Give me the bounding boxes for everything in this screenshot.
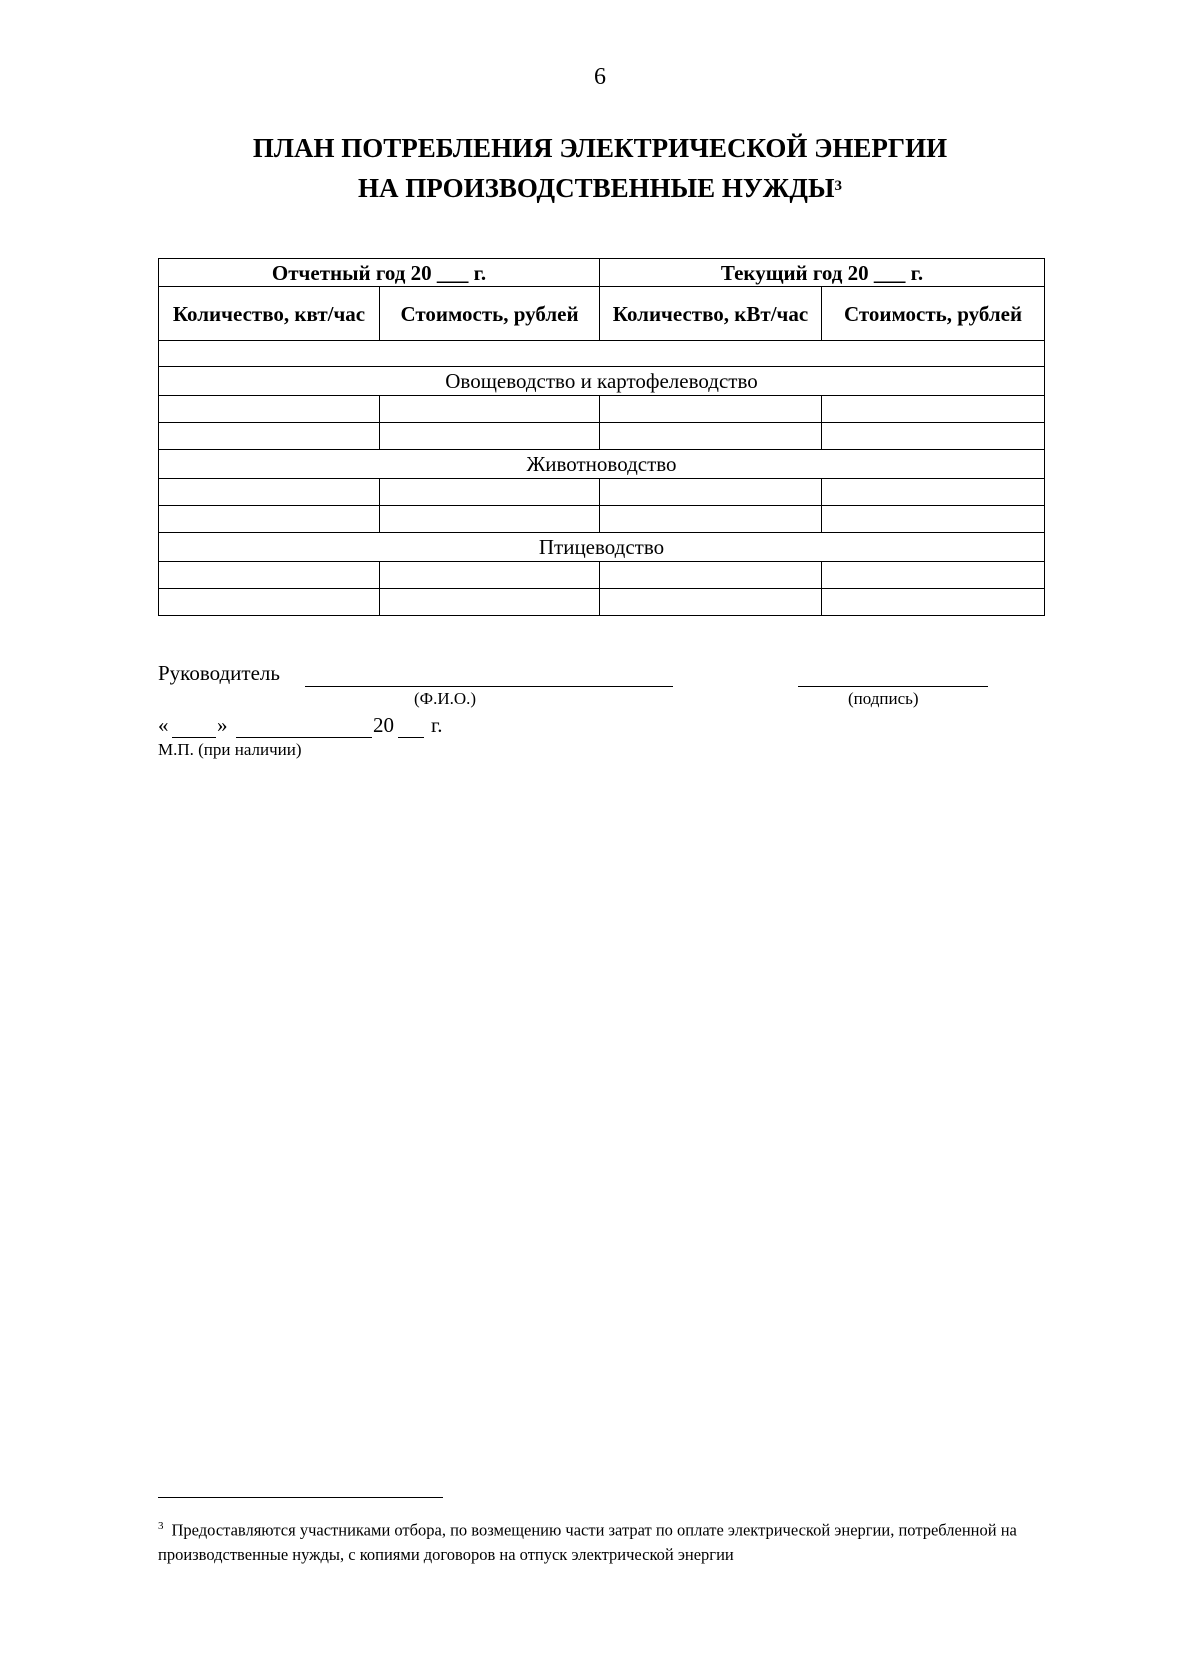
input-cell[interactable] — [600, 589, 822, 616]
table-row — [159, 396, 1045, 423]
footnote-divider — [158, 1497, 443, 1498]
input-cell[interactable] — [380, 562, 600, 589]
signature-caption: (подпись) — [848, 689, 919, 708]
input-cell[interactable] — [822, 396, 1045, 423]
input-cell[interactable] — [822, 423, 1045, 450]
page-number: 6 — [594, 64, 606, 90]
section-row — [159, 533, 1045, 562]
table-row — [159, 589, 1045, 616]
column-header-row — [159, 287, 1045, 341]
input-cell[interactable] — [822, 562, 1045, 589]
input-cell[interactable] — [380, 506, 600, 533]
input-cell[interactable] — [159, 506, 380, 533]
stamp-note: М.П. (при наличии) — [158, 740, 302, 759]
qty-current-header: Количество, кВт/час — [600, 287, 822, 341]
section-livestock: Животноводство — [159, 450, 1045, 479]
input-cell[interactable] — [159, 479, 380, 506]
input-cell[interactable] — [600, 506, 822, 533]
input-cell[interactable] — [600, 562, 822, 589]
input-cell[interactable] — [600, 479, 822, 506]
input-cell[interactable] — [822, 506, 1045, 533]
year-prefix: 20 — [373, 713, 394, 737]
date-open-quote: « — [158, 713, 169, 737]
input-cell[interactable] — [380, 589, 600, 616]
consumption-plan-table — [158, 258, 1045, 616]
cost-current-header: Стоимость, рублей — [822, 287, 1045, 341]
fio-caption: (Ф.И.О.) — [414, 689, 477, 708]
input-cell[interactable] — [159, 562, 380, 589]
table-row — [159, 479, 1045, 506]
title-line-1: ПЛАН ПОТРЕБЛЕНИЯ ЭЛЕКТРИЧЕСКОЙ ЭНЕРГИИ — [252, 133, 948, 163]
current-year-header: Текущий год 20 ___ г. — [600, 259, 1045, 287]
input-cell[interactable] — [159, 396, 380, 423]
qty-reporting-header: Количество, квт/час — [159, 287, 380, 341]
section-vegetables: Овощеводство и картофелеводство — [159, 367, 1045, 396]
document-title — [0, 128, 1200, 208]
title-footnote-mark: 3 — [834, 178, 842, 194]
day-line[interactable] — [172, 713, 216, 738]
input-cell[interactable] — [822, 479, 1045, 506]
input-cell[interactable] — [600, 423, 822, 450]
input-cell[interactable] — [380, 479, 600, 506]
input-cell[interactable] — [159, 589, 380, 616]
title-line-2-text: НА ПРОИЗВОДСТВЕННЫЕ НУЖДЫ — [358, 173, 835, 203]
year-header-row — [159, 259, 1045, 287]
title-line-2 — [0, 168, 1200, 208]
footnote — [158, 1514, 1058, 1567]
input-cell[interactable] — [380, 423, 600, 450]
footnote-text: Предоставляются участниками отбора, по возмещению части затрат по оплате электрической энергии, потребленной на производственные нужды, с копиями договоров на отпуск электрической энергии — [158, 1520, 1017, 1564]
year-line[interactable] — [398, 713, 424, 738]
input-cell[interactable] — [380, 396, 600, 423]
fio-line[interactable] — [305, 662, 673, 687]
table-row — [159, 423, 1045, 450]
empty-cell[interactable] — [159, 341, 1045, 367]
section-row — [159, 367, 1045, 396]
footnote-mark: 3 — [158, 1520, 164, 1532]
section-row — [159, 450, 1045, 479]
section-poultry: Птицеводство — [159, 533, 1045, 562]
input-cell[interactable] — [159, 423, 380, 450]
input-cell[interactable] — [822, 589, 1045, 616]
table-row — [159, 562, 1045, 589]
empty-row — [159, 341, 1045, 367]
date-close-quote: » — [217, 713, 228, 737]
cost-reporting-header: Стоимость, рублей — [380, 287, 600, 341]
input-cell[interactable] — [600, 396, 822, 423]
table-row — [159, 506, 1045, 533]
head-label: Руководитель — [158, 661, 280, 685]
month-line[interactable] — [236, 713, 372, 738]
signature-line[interactable] — [798, 662, 988, 687]
reporting-year-header: Отчетный год 20 ___ г. — [159, 259, 600, 287]
year-suffix: г. — [431, 713, 443, 737]
